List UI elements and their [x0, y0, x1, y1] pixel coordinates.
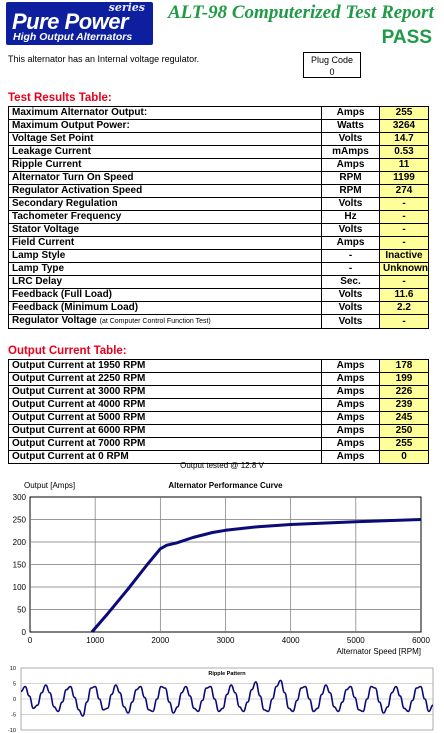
- row-label-cell: [9, 198, 322, 211]
- row-label: Maximum Alternator Output:: [12, 107, 148, 118]
- row-value: 178: [380, 360, 429, 373]
- output-current-row: [9, 386, 429, 399]
- row-value: -: [380, 237, 429, 250]
- row-label: Regulator Activation Speed: [12, 185, 143, 196]
- test-result-row: [9, 120, 429, 133]
- row-value: 250: [380, 425, 429, 438]
- y-tick-label: 200: [12, 538, 26, 547]
- row-label-cell: [9, 315, 322, 329]
- row-unit: Amps: [322, 399, 380, 412]
- row-label-cell: [9, 399, 322, 412]
- row-unit: RPM: [322, 172, 380, 185]
- output-current-row: [9, 373, 429, 386]
- pure-power-logo: [6, 2, 153, 45]
- row-label: Output Current at 4000 RPM: [12, 399, 146, 410]
- row-label: Output Current at 7000 RPM: [12, 438, 146, 449]
- row-label-cell: [9, 211, 322, 224]
- y-axis-label: Output [Amps]: [24, 481, 76, 490]
- row-label-cell: [9, 107, 322, 120]
- row-label-cell: [9, 185, 322, 198]
- output-current-table: [8, 359, 429, 464]
- row-value: 0: [380, 451, 429, 464]
- row-value: 255: [380, 438, 429, 451]
- test-result-row: [9, 302, 429, 315]
- logo-brand-text: Pure Power: [12, 9, 129, 34]
- row-unit: Volts: [322, 315, 380, 329]
- row-unit: Hz: [322, 211, 380, 224]
- test-result-row: [9, 211, 429, 224]
- row-unit: Amps: [322, 386, 380, 399]
- y-tick-label: 250: [12, 515, 26, 525]
- row-value: 0.53: [380, 146, 429, 159]
- row-label: Output Current at 1950 RPM: [12, 360, 146, 371]
- ripple-y-tick-label: 0: [12, 697, 16, 703]
- row-unit: Amps: [322, 438, 380, 451]
- row-unit: Volts: [322, 133, 380, 146]
- row-label: Stator Voltage: [12, 224, 80, 235]
- row-unit: Amps: [322, 425, 380, 438]
- output-current-row: [9, 399, 429, 412]
- row-unit: Amps: [322, 159, 380, 172]
- y-tick-label: 100: [12, 583, 26, 592]
- row-unit: Sec.: [322, 276, 380, 289]
- row-value: 274: [380, 185, 429, 198]
- test-result-row: [9, 198, 429, 211]
- test-results-heading: Test Results Table:: [8, 92, 112, 104]
- row-label: Regulator Voltage: [12, 315, 97, 326]
- output-current-row: [9, 425, 429, 438]
- test-result-row: [9, 224, 429, 237]
- row-value: 2.2: [380, 302, 429, 315]
- row-label-cell: [9, 289, 322, 302]
- x-axis-label: Alternator Speed [RPM]: [336, 647, 421, 656]
- x-tick-label: 1000: [86, 636, 105, 645]
- row-unit: Volts: [322, 302, 380, 315]
- ripple-y-tick-label: 5: [12, 681, 16, 688]
- test-results-table: [8, 106, 429, 329]
- logo-series-text: series: [108, 1, 145, 14]
- row-value: 245: [380, 412, 429, 425]
- test-result-row: [9, 315, 429, 329]
- ripple-pattern-chart: [0, 665, 444, 733]
- row-value: 11.6: [380, 289, 429, 302]
- row-label: Output Current at 0 RPM: [12, 451, 129, 462]
- row-label: Output Current at 3000 RPM: [12, 386, 146, 397]
- x-tick-label: 4000: [281, 636, 300, 645]
- row-label: Secondary Regulation: [12, 198, 118, 209]
- test-result-row: [9, 237, 429, 250]
- row-label-cell: [9, 159, 322, 172]
- x-tick-label: 3000: [216, 636, 235, 645]
- output-current-row: [9, 412, 429, 425]
- row-value: 226: [380, 386, 429, 399]
- ripple-y-tick-label: 10: [9, 666, 16, 672]
- row-label-cell: [9, 146, 322, 159]
- output-tested-note: Output tested @ 12.8 V: [180, 461, 264, 470]
- row-unit: -: [322, 263, 380, 276]
- row-label: Lamp Style: [12, 250, 66, 261]
- test-result-row: [9, 107, 429, 120]
- report-title: ALT-98 Computerized Test Report: [168, 2, 434, 23]
- plug-code-value: 0: [329, 67, 335, 77]
- row-value: -: [380, 211, 429, 224]
- row-label-cell: [9, 373, 322, 386]
- row-label: Feedback (Full Load): [12, 289, 113, 300]
- x-tick-label: 6000: [412, 636, 430, 645]
- row-value: -: [380, 224, 429, 237]
- row-value: 255: [380, 107, 429, 120]
- row-unit: -: [322, 250, 380, 263]
- chart-title: Alternator Performance Curve: [168, 481, 283, 490]
- test-result-row: [9, 276, 429, 289]
- regulator-note: This alternator has an Internal voltage regulator.: [8, 54, 200, 64]
- row-label-cell: [9, 425, 322, 438]
- output-current-row: [9, 438, 429, 451]
- row-label: Output Current at 6000 RPM: [12, 425, 146, 436]
- row-label-cell: [9, 412, 322, 425]
- row-label-cell: [9, 360, 322, 373]
- test-result-row: [9, 263, 429, 276]
- x-tick-label: 0: [27, 636, 33, 645]
- row-label: Lamp Type: [12, 263, 65, 274]
- y-tick-label: 0: [21, 628, 26, 637]
- row-unit: Volts: [322, 289, 380, 302]
- row-label-cell: [9, 224, 322, 237]
- row-label-cell: [9, 276, 322, 289]
- row-unit: RPM: [322, 185, 380, 198]
- test-result-row: [9, 250, 429, 263]
- row-value: 3264: [380, 120, 429, 133]
- row-value: Inactive: [380, 250, 429, 263]
- row-value: -: [380, 198, 429, 211]
- test-result-row: [9, 185, 429, 198]
- row-note: (at Computer Control Function Test): [99, 318, 211, 325]
- plug-code-label: Plug Code: [310, 55, 354, 65]
- row-label: Tachometer Frequency: [12, 211, 122, 222]
- row-value: 14.7: [380, 133, 429, 146]
- test-result-badge: PASS: [381, 27, 432, 48]
- test-result-row: [9, 289, 429, 302]
- row-label: Ripple Current: [12, 159, 82, 170]
- row-unit: Volts: [322, 198, 380, 211]
- output-current-row: [9, 360, 429, 373]
- row-label: Maximum Output Power:: [12, 120, 130, 131]
- row-label: Output Current at 2250 RPM: [12, 373, 146, 384]
- y-tick-label: 50: [17, 605, 26, 615]
- row-label-cell: [9, 120, 322, 133]
- plug-code-box: [303, 52, 361, 78]
- row-label: Leakage Current: [12, 146, 91, 157]
- row-value: Unknown: [380, 263, 429, 276]
- x-tick-label: 5000: [346, 636, 365, 645]
- y-tick-label: 300: [12, 493, 26, 502]
- ripple-y-tick-label: -10: [8, 728, 16, 733]
- row-label-cell: [9, 250, 322, 263]
- performance-curve-chart: [0, 474, 444, 666]
- row-label: Field Current: [12, 237, 75, 248]
- x-tick-label: 2000: [151, 636, 170, 645]
- row-label-cell: [9, 386, 322, 399]
- row-label-cell: [9, 237, 322, 250]
- row-unit: Amps: [322, 360, 380, 373]
- ripple-y-tick-label: -5: [11, 712, 16, 719]
- row-label: Output Current at 5000 RPM: [12, 412, 146, 423]
- row-label-cell: [9, 302, 322, 315]
- row-value: 1199: [380, 172, 429, 185]
- test-result-row: [9, 133, 429, 146]
- ripple-title: Ripple Pattern: [208, 671, 246, 677]
- row-unit: Amps: [322, 412, 380, 425]
- output-current-heading: Output Current Table:: [8, 345, 127, 357]
- row-unit: Amps: [322, 237, 380, 250]
- logo-subtitle: High Output Alternators: [13, 31, 133, 43]
- row-value: -: [380, 315, 429, 329]
- row-unit: Amps: [322, 373, 380, 386]
- test-result-row: [9, 159, 429, 172]
- row-value: 199: [380, 373, 429, 386]
- row-label-cell: [9, 263, 322, 276]
- row-label: LRC Delay: [12, 276, 63, 287]
- row-unit: Amps: [322, 451, 380, 464]
- row-label-cell: [9, 438, 322, 451]
- test-result-row: [9, 146, 429, 159]
- row-label: Feedback (Minimum Load): [12, 302, 139, 313]
- row-label: Voltage Set Point: [12, 133, 94, 144]
- row-unit: mAmps: [322, 146, 380, 159]
- row-value: 239: [380, 399, 429, 412]
- row-unit: Amps: [322, 107, 380, 120]
- row-value: -: [380, 276, 429, 289]
- test-result-row: [9, 172, 429, 185]
- row-unit: Watts: [322, 120, 380, 133]
- y-tick-label: 150: [12, 560, 26, 570]
- row-label-cell: [9, 172, 322, 185]
- row-value: 11: [380, 159, 429, 172]
- row-label: Alternator Turn On Speed: [12, 172, 134, 183]
- row-label-cell: [9, 133, 322, 146]
- row-unit: Volts: [322, 224, 380, 237]
